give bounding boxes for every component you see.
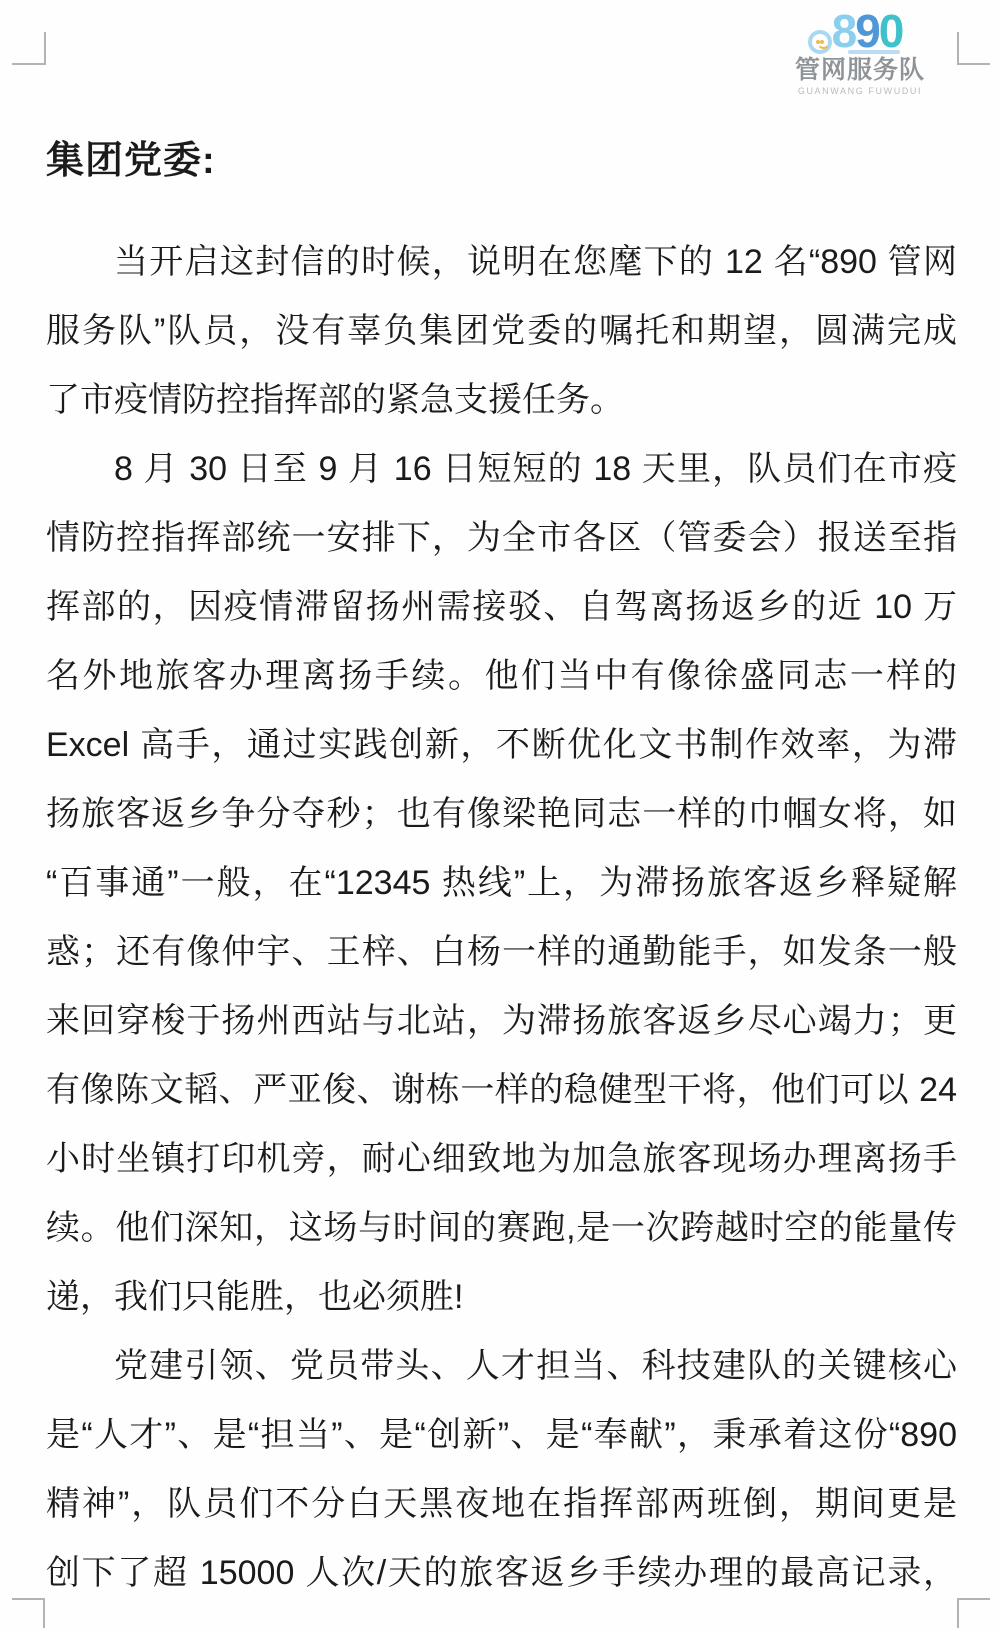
letter-line: 创下了超 15000 人次/天的旅客返乡手续办理的最高记录， [46,1554,957,1592]
letter-line: 小时坐镇打印机旁，耐心细致地为加急旅客现场办理离扬手 [46,1140,957,1178]
letter-line: 当开启这封信的时候，说明在您麾下的 12 名“890 管网 [114,243,957,281]
logo-name-chinese: 管网服务队 [794,56,925,84]
letter-line: 来回穿梭于扬州西站与北站，为滞扬旅客返乡尽心竭力；更 [46,1002,957,1040]
logo-digit-0: 0 [878,5,903,57]
crop-mark-top-left [12,32,46,65]
letter-line: 服务队”队员，没有辜负集团党委的嘱托和期望，圆满完成 [46,312,957,350]
letter-line: 挥部的，因疫情滞留扬州需接驳、自驾离扬返乡的近 10 万 [46,588,957,626]
letter-line: 递，我们只能胜，也必须胜! [46,1278,464,1316]
letter-line: 惑；还有像仲宇、王梓、白杨一样的通勤能手，如发条一般 [46,933,957,971]
letter-line: 了市疫情防控指挥部的紧急支援任务。 [46,381,624,419]
crop-mark-bottom-right [957,1598,990,1628]
letter-line: 精神”，队员们不分白天黑夜地在指挥部两班倒，期间更是 [46,1485,957,1523]
letter-line: 有像陈文韬、严亚俊、谢栋一样的稳健型干将，他们可以 24 [46,1071,957,1109]
logo-890-guanwang [790,6,930,96]
letter-line: 续。他们深知，这场与时间的赛跑,是一次跨越时空的能量传 [46,1209,957,1247]
letter-line: 情防控指挥部统一安排下，为全市各区（管委会）报送至指 [46,519,957,557]
letter-line: 是“人才”、是“担当”、是“创新”、是“奉献”，秉承着这份“890 [46,1416,957,1454]
letter-line: “百事通”一般，在“12345 热线”上，为滞扬旅客返乡释疑解 [46,864,957,902]
logo-digit-9: 9 [855,5,879,57]
letter-body [46,126,957,1608]
letter-salutation: 集团党委: [46,140,216,182]
letter-line: 8 月 30 日至 9 月 16 日短短的 18 天里，队员们在市疫 [114,450,957,488]
logo-digit-8: 8 [831,5,856,57]
letter-line: 党建引领、党员带头、人才担当、科技建队的关键核心 [114,1347,957,1385]
letter-line: 扬旅客返乡争分夺秒；也有像梁艳同志一样的巾帼女将，如 [46,795,957,833]
letter-line: Excel 高手，通过实践创新，不断优化文书制作效率，为滞 [46,726,957,764]
crop-mark-bottom-left [12,1598,45,1628]
logo-name-pinyin: GUANWANG FUWUDUI [797,86,923,96]
logo-digits-890 [790,6,930,56]
smiley-face-icon [808,30,832,54]
letter-line: 名外地旅客办理离扬手续。他们当中有像徐盛同志一样的 [46,657,957,695]
crop-mark-top-right [957,32,990,65]
